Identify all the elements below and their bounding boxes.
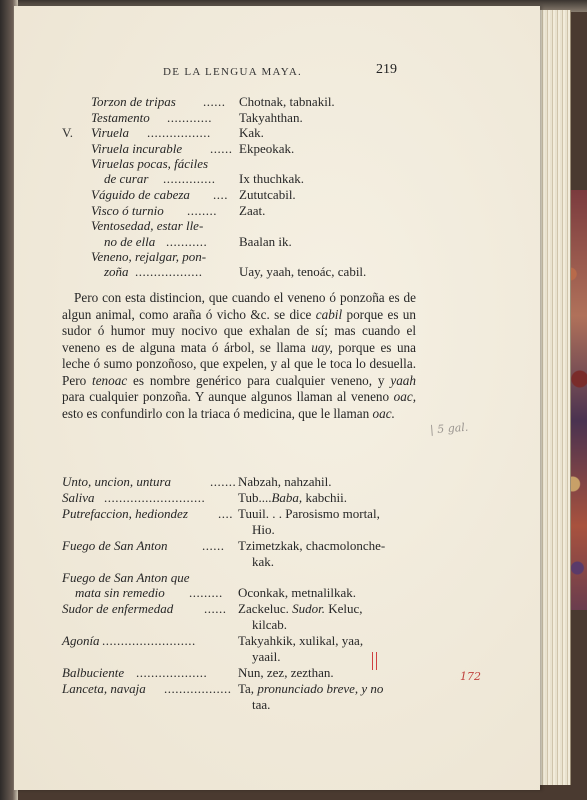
translation-gloss: Sudor. xyxy=(292,601,326,616)
entry-term: Váguido de cabeza xyxy=(91,187,190,202)
entry-translation-continuation: yaail. xyxy=(252,649,281,664)
entry-translation xyxy=(238,600,363,617)
entry-translation: Ekpeokak. xyxy=(239,141,295,156)
entry-term: Veneno, rejalgar, pon- xyxy=(91,249,207,264)
entry-translation: Baalan ik. xyxy=(239,234,292,249)
entry-term: Lanceta, navaja xyxy=(62,681,146,696)
entry-term: Viruelas pocas, fáciles xyxy=(91,156,209,171)
entry-leader: ...... xyxy=(203,94,226,109)
body-paragraph xyxy=(62,290,416,422)
entry-leader: ......... xyxy=(189,585,223,600)
entry-term: Putrefaccion, hediondez xyxy=(62,506,188,521)
entry-leader: .................. xyxy=(135,264,203,279)
red-ink-mark xyxy=(372,652,377,670)
entry-leader: .... xyxy=(218,506,233,521)
running-head: DE LA LENGUA MAYA. xyxy=(163,66,303,78)
entry-translation-continuation: taa. xyxy=(252,697,271,712)
page-number: 219 xyxy=(376,62,397,77)
entry-leader: ........................... xyxy=(104,490,206,505)
entry-term-continuation: de curar xyxy=(104,171,149,186)
entry-leader: ................... xyxy=(136,665,208,680)
entry-translation-continuation: kilcab. xyxy=(252,617,288,632)
entry-term-continuation: zoña xyxy=(104,264,129,279)
page-header xyxy=(0,56,587,86)
translation-part: Keluc, xyxy=(325,601,363,616)
para-maya-term: tenoac xyxy=(92,372,128,388)
entry-leader: ...... xyxy=(202,538,225,553)
para-text: es nombre genérico para cualquier veneno, y xyxy=(127,372,391,388)
entry-translation: Ix thuchkak. xyxy=(239,171,304,186)
entry-term: Unto, uncion, untura xyxy=(62,474,172,489)
entry-term: Saliva xyxy=(62,490,95,505)
entry-term: Viruela incurable xyxy=(91,141,183,156)
para-maya-term: oac. xyxy=(372,405,395,421)
para-text: porque es un sudor ó humor muy nocivo que exhalan de sí; mas cuando el veneno es de alguna mata ó árbol, se llama xyxy=(62,306,416,355)
entry-translation: Tzimetzkak, chacmolonche- xyxy=(238,538,386,553)
entry-term-continuation: no de ella xyxy=(104,234,156,249)
entry-leader: ................. xyxy=(147,125,211,140)
para-maya-term: oac, xyxy=(393,389,416,404)
entry-term-continuation: mata sin remedio xyxy=(75,585,165,600)
para-text: esto es confundirlo con la triaca ó medicina, que le llaman xyxy=(62,405,373,421)
entry-leader: .................. xyxy=(164,681,232,696)
entry-translation: Zaat. xyxy=(239,203,266,218)
section-marker: V. xyxy=(62,125,73,140)
para-text: porque es una leche ó sumo ponzoñoso, que expelen, y al que le toca lo desuella. Pero xyxy=(62,339,416,388)
entry-leader: .............. xyxy=(163,171,216,186)
entry-translation: Takyahthan. xyxy=(239,110,303,125)
entry-term: Torzon de tripas xyxy=(91,94,176,109)
entry-leader: ....... xyxy=(210,474,237,489)
entry-term: Agonía xyxy=(62,633,100,648)
entry-translation: Kak. xyxy=(239,125,264,140)
entry-leader: .... xyxy=(213,187,228,202)
entry-translation xyxy=(238,680,383,697)
entry-translation xyxy=(238,489,347,506)
entry-leader: ......................... xyxy=(102,633,196,648)
entry-term: Viruela xyxy=(91,125,130,140)
entry-leader: ............ xyxy=(167,110,212,125)
entry-translation-continuation: Hio. xyxy=(252,522,275,537)
red-annotation: 172 xyxy=(460,670,481,683)
translation-part: Zackeluc. xyxy=(238,601,289,616)
entry-leader: ........... xyxy=(166,234,208,249)
entry-leader: ........ xyxy=(187,203,217,218)
pencil-annotation: | 5 gal. xyxy=(429,420,469,437)
entry-term: Ventosedad, estar lle- xyxy=(91,218,204,233)
para-maya-term: yaah xyxy=(390,372,416,388)
entry-translation: Zututcabil. xyxy=(239,187,296,202)
entry-term: Testamento xyxy=(91,110,150,125)
entry-translation: Chotnak, tabnakil. xyxy=(239,94,335,109)
translation-part: Tub.... xyxy=(238,490,272,505)
para-text: Pero con esta distincion, que cuando el veneno ó ponzoña es de algun animal, como araña ó vicho &c. se dice xyxy=(62,290,416,322)
para-text: para cualquier ponzoña. Y aunque algunos llaman al veneno xyxy=(62,389,394,404)
para-maya-term: cabil xyxy=(315,306,343,322)
para-maya-term: uay, xyxy=(311,339,333,355)
entry-leader: ...... xyxy=(210,141,233,156)
translation-gloss: Baba, xyxy=(271,490,303,505)
entry-term: Fuego de San Anton xyxy=(62,538,168,553)
entry-translation: Nun, zez, zezthan. xyxy=(238,665,334,680)
entry-term: Fuego de San Anton que xyxy=(62,570,190,585)
entry-translation: Tuuil. . . Parosismo mortal, xyxy=(238,506,380,521)
entry-translation: Takyahkik, xulikal, yaa, xyxy=(238,633,364,648)
entry-term: Sudor de enfermedad xyxy=(62,601,174,616)
entry-translation: Oconkak, metnalilkak. xyxy=(238,585,357,600)
entry-translation: Nabzah, nahzahil. xyxy=(238,474,332,489)
entry-term: Visco ó turnio xyxy=(91,203,164,218)
entry-translation-continuation: kak. xyxy=(252,554,275,569)
translation-gloss: pronunciado breve, y no xyxy=(254,681,384,696)
translation-part: Ta, xyxy=(238,681,255,696)
entry-term: Balbuciente xyxy=(62,665,125,680)
entry-translation: Uay, yaah, tenoác, cabil. xyxy=(239,264,367,279)
entry-leader: ...... xyxy=(204,601,227,616)
translation-part: kabchii. xyxy=(302,490,347,505)
